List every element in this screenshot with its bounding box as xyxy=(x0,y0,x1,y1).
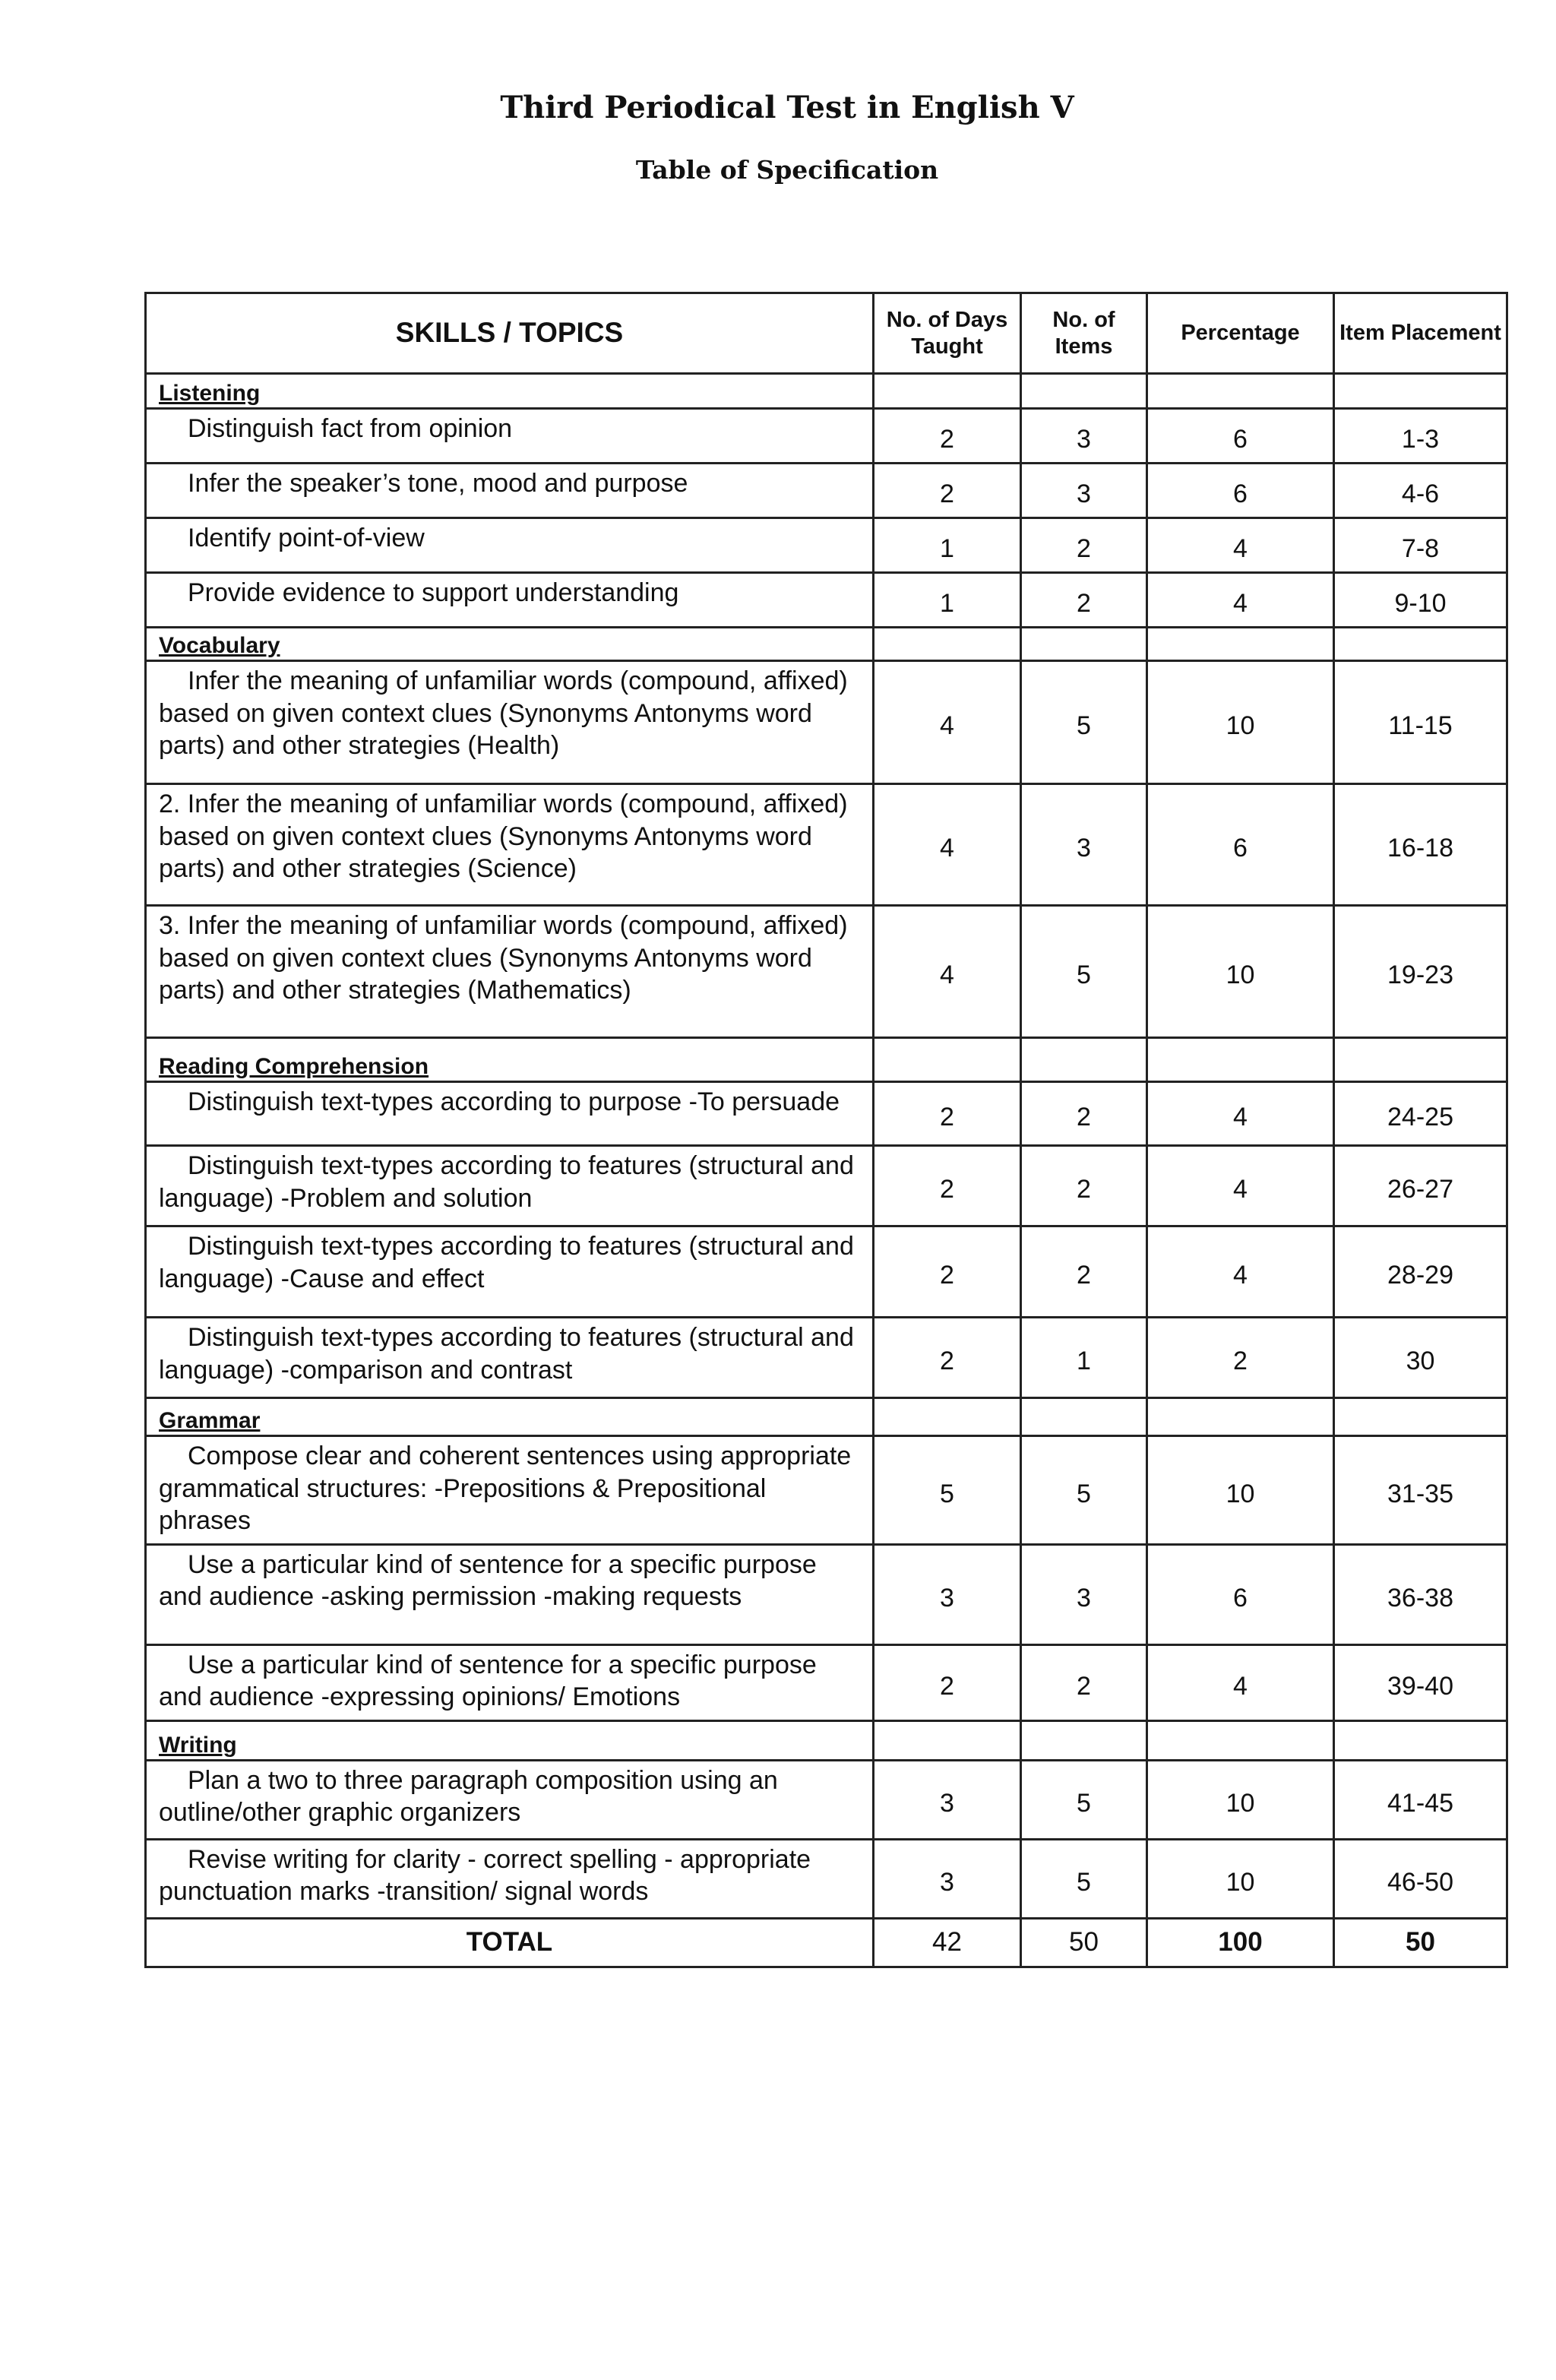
percent-cell: 4 xyxy=(1147,573,1334,628)
header-percentage: Percentage xyxy=(1147,293,1334,374)
table-row xyxy=(146,1760,1507,1839)
days-cell: 5 xyxy=(874,1436,1021,1545)
items-cell: 2 xyxy=(1021,518,1147,573)
placement-cell: 46-50 xyxy=(1334,1839,1507,1918)
category-label: Reading Comprehension xyxy=(146,1038,874,1082)
placement-cell: 11-15 xyxy=(1334,661,1507,784)
percent-cell: 6 xyxy=(1147,1544,1334,1644)
table-row xyxy=(146,409,1507,464)
table-row xyxy=(146,661,1507,784)
category-label: Listening xyxy=(146,374,874,409)
items-cell: 5 xyxy=(1021,661,1147,784)
header-item-placement: Item Placement xyxy=(1334,293,1507,374)
days-cell: 2 xyxy=(874,1644,1021,1720)
category-row-grammar xyxy=(146,1398,1507,1436)
table-row xyxy=(146,1318,1507,1398)
days-cell: 2 xyxy=(874,409,1021,464)
items-cell: 3 xyxy=(1021,464,1147,518)
skill-text: Use a particular kind of sentence for a specific purpose and audience -expressing opinions/ Emotions xyxy=(159,1650,817,1711)
items-cell: 3 xyxy=(1021,409,1147,464)
items-cell: 3 xyxy=(1021,784,1147,906)
percent-cell: 6 xyxy=(1147,464,1334,518)
days-cell: 2 xyxy=(874,464,1021,518)
days-cell: 2 xyxy=(874,1226,1021,1318)
skill-text: Distinguish text-types according to purpose -To persuade xyxy=(188,1087,840,1116)
placement-cell: 30 xyxy=(1334,1318,1507,1398)
percent-cell: 10 xyxy=(1147,1839,1334,1918)
days-cell: 1 xyxy=(874,573,1021,628)
table-row xyxy=(146,1839,1507,1918)
total-items: 50 xyxy=(1021,1918,1147,1967)
document-subtitle: Table of Specification xyxy=(635,155,939,185)
skill-text: Distinguish text-types according to features (structural and language) -Cause and effect xyxy=(159,1232,854,1293)
percent-cell: 10 xyxy=(1147,661,1334,784)
percent-cell: 4 xyxy=(1147,1644,1334,1720)
days-cell: 2 xyxy=(874,1146,1021,1226)
table-row xyxy=(146,573,1507,628)
placement-cell: 4-6 xyxy=(1334,464,1507,518)
days-cell: 4 xyxy=(874,661,1021,784)
document-title: Third Periodical Test in English V xyxy=(500,90,1074,125)
percent-cell: 4 xyxy=(1147,1082,1334,1146)
table-row xyxy=(146,784,1507,906)
category-row-reading-comprehension xyxy=(146,1038,1507,1082)
days-cell: 3 xyxy=(874,1544,1021,1644)
table-row xyxy=(146,1644,1507,1720)
placement-cell: 19-23 xyxy=(1334,906,1507,1038)
days-cell: 4 xyxy=(874,906,1021,1038)
table-row xyxy=(146,1082,1507,1146)
table-row xyxy=(146,1226,1507,1318)
placement-cell: 36-38 xyxy=(1334,1544,1507,1644)
percent-cell: 6 xyxy=(1147,409,1334,464)
items-cell: 2 xyxy=(1021,1146,1147,1226)
category-label: Writing xyxy=(146,1720,874,1760)
total-placement: 50 xyxy=(1334,1918,1507,1967)
total-days: 42 xyxy=(874,1918,1021,1967)
items-cell: 1 xyxy=(1021,1318,1147,1398)
percent-cell: 4 xyxy=(1147,1146,1334,1226)
skill-text: Infer the meaning of unfamiliar words (compound, affixed) based on given context clues (Synonyms Antonyms word parts) and other strategies (Health) xyxy=(159,666,848,760)
category-label: Grammar xyxy=(146,1398,874,1436)
skill-text: Use a particular kind of sentence for a specific purpose and audience -asking permission -making requests xyxy=(159,1549,817,1611)
category-row-vocabulary xyxy=(146,628,1507,661)
items-cell: 5 xyxy=(1021,1760,1147,1839)
category-row-writing xyxy=(146,1720,1507,1760)
items-cell: 5 xyxy=(1021,1839,1147,1918)
placement-cell: 28-29 xyxy=(1334,1226,1507,1318)
placement-cell: 41-45 xyxy=(1334,1760,1507,1839)
days-cell: 2 xyxy=(874,1318,1021,1398)
placement-cell: 1-3 xyxy=(1334,409,1507,464)
items-cell: 5 xyxy=(1021,1436,1147,1545)
table-row xyxy=(146,1544,1507,1644)
placement-cell: 16-18 xyxy=(1334,784,1507,906)
header-no-of-items: No. of Items xyxy=(1021,293,1147,374)
skill-text: Identify point-of-view xyxy=(188,524,425,552)
placement-cell: 39-40 xyxy=(1334,1644,1507,1720)
percent-cell: 10 xyxy=(1147,1436,1334,1545)
total-percentage: 100 xyxy=(1147,1918,1334,1967)
table-row xyxy=(146,518,1507,573)
days-cell: 3 xyxy=(874,1839,1021,1918)
percent-cell: 10 xyxy=(1147,1760,1334,1839)
table-row xyxy=(146,464,1507,518)
header-days-taught: No. of Days Taught xyxy=(874,293,1021,374)
header-row xyxy=(146,293,1507,374)
days-cell: 4 xyxy=(874,784,1021,906)
category-label: Vocabulary xyxy=(146,628,874,661)
placement-cell: 31-35 xyxy=(1334,1436,1507,1545)
days-cell: 2 xyxy=(874,1082,1021,1146)
header-skills-topics: SKILLS / TOPICS xyxy=(146,293,874,374)
placement-cell: 24-25 xyxy=(1334,1082,1507,1146)
items-cell: 3 xyxy=(1021,1544,1147,1644)
items-cell: 5 xyxy=(1021,906,1147,1038)
percent-cell: 6 xyxy=(1147,784,1334,906)
total-label: TOTAL xyxy=(146,1918,874,1967)
category-row-listening xyxy=(146,374,1507,409)
placement-cell: 7-8 xyxy=(1334,518,1507,573)
items-cell: 2 xyxy=(1021,1226,1147,1318)
skill-text: Revise writing for clarity - correct spelling - appropriate punctuation marks -transition/ signal words xyxy=(159,1844,811,1906)
skill-text: Plan a two to three paragraph composition using an outline/other graphic organizers xyxy=(159,1765,778,1827)
items-cell: 2 xyxy=(1021,573,1147,628)
percent-cell: 2 xyxy=(1147,1318,1334,1398)
days-cell: 1 xyxy=(874,518,1021,573)
table-row xyxy=(146,1146,1507,1226)
skill-text: Compose clear and coherent sentences using appropriate grammatical structures: -Prepositions & Prepositional phrases xyxy=(159,1442,852,1535)
percent-cell: 4 xyxy=(1147,1226,1334,1318)
table-row xyxy=(146,1436,1507,1545)
skill-text: Infer the speaker’s tone, mood and purpose xyxy=(188,469,688,498)
skill-text: 2. Infer the meaning of unfamiliar words (compound, affixed) based on given context clues (Synonyms Antonyms word parts) and other strategies (Science) xyxy=(159,790,848,883)
skill-text: Distinguish text-types according to features (structural and language) -Problem and solution xyxy=(159,1151,854,1213)
placement-cell: 26-27 xyxy=(1334,1146,1507,1226)
placement-cell: 9-10 xyxy=(1334,573,1507,628)
table-row xyxy=(146,906,1507,1038)
skill-text: Provide evidence to support understanding xyxy=(188,578,679,607)
items-cell: 2 xyxy=(1021,1082,1147,1146)
days-cell: 3 xyxy=(874,1760,1021,1839)
total-row xyxy=(146,1918,1507,1967)
percent-cell: 10 xyxy=(1147,906,1334,1038)
skill-text: Distinguish fact from opinion xyxy=(188,414,513,443)
skill-text: Distinguish text-types according to features (structural and language) -comparison and contrast xyxy=(159,1323,854,1385)
specification-table xyxy=(144,292,1508,1968)
items-cell: 2 xyxy=(1021,1644,1147,1720)
skill-text: 3. Infer the meaning of unfamiliar words (compound, affixed) based on given context clues (Synonyms Antonyms word parts) and other strategies (Mathematics) xyxy=(159,911,848,1005)
percent-cell: 4 xyxy=(1147,518,1334,573)
